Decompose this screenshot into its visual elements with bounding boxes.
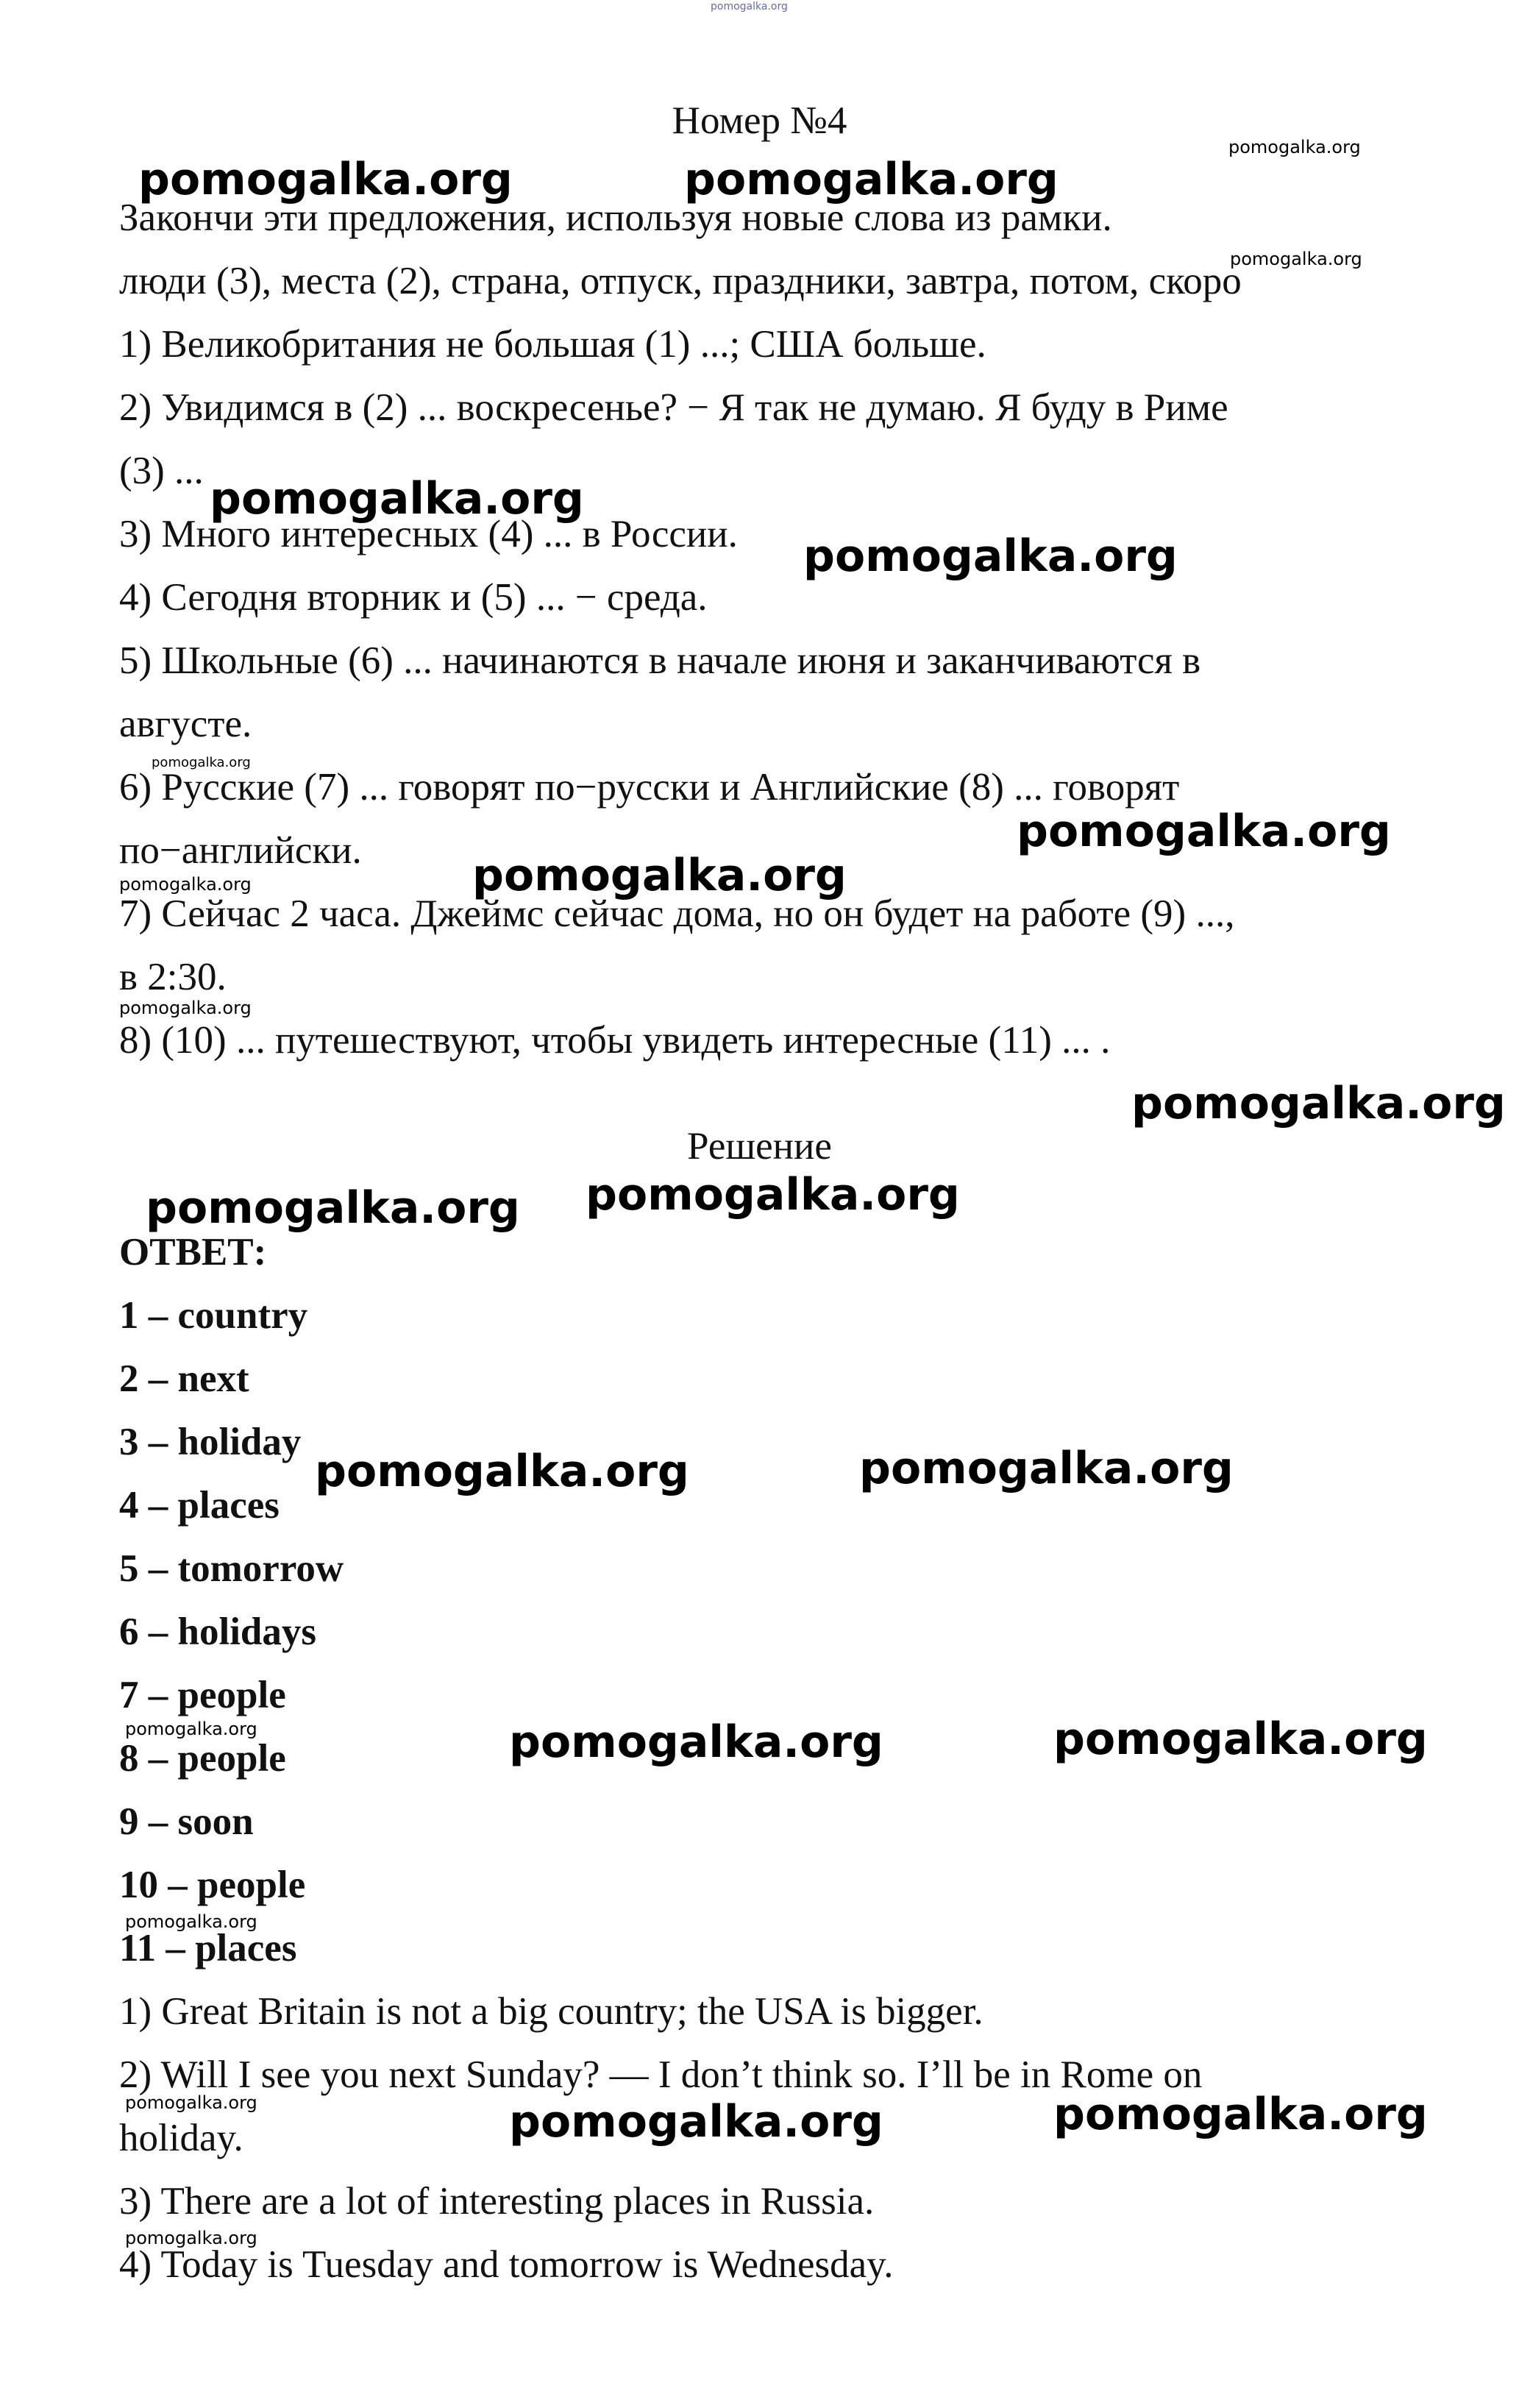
watermark: pomogalka.org bbox=[509, 1716, 883, 1768]
watermark: pomogalka.org bbox=[472, 850, 847, 901]
translation-line: holiday. bbox=[119, 2117, 243, 2159]
watermark: pomogalka.org bbox=[152, 755, 251, 770]
watermark: pomogalka.org bbox=[1131, 1078, 1506, 1129]
word-box: люди (3), места (2), страна, отпуск, праздники, завтра, потом, скоро bbox=[119, 260, 1242, 302]
task-line: в 2:30. bbox=[119, 956, 227, 998]
watermark: pomogalka.org bbox=[1053, 2089, 1428, 2140]
answer-item: 5 – tomorrow bbox=[119, 1547, 344, 1590]
answer-item: 11 – places bbox=[119, 1927, 297, 1970]
watermark: pomogalka.org bbox=[803, 530, 1178, 582]
task-line: (3) ... bbox=[119, 450, 204, 492]
answer-item: 9 – soon bbox=[119, 1800, 254, 1843]
solution-heading: Решение bbox=[687, 1125, 832, 1168]
watermark: pomogalka.org bbox=[859, 1443, 1234, 1494]
watermark: pomogalka.org bbox=[210, 473, 584, 525]
answer-item: 2 – next bbox=[119, 1357, 249, 1400]
watermark: pomogalka.org bbox=[1228, 137, 1361, 157]
task-line: по−английски. bbox=[119, 829, 362, 872]
page-title: Номер №4 bbox=[672, 99, 847, 142]
watermark: pomogalka.org bbox=[125, 1911, 257, 1932]
answer-item: 4 – places bbox=[119, 1484, 280, 1527]
watermark: pomogalka.org bbox=[1017, 806, 1391, 857]
answer-item: 8 – people bbox=[119, 1737, 286, 1780]
task-line: 4) Сегодня вторник и (5) ... − среда. bbox=[119, 576, 708, 619]
watermark: pomogalka.org bbox=[119, 874, 252, 895]
task-line: 2) Увидимся в (2) ... воскресенье? − Я так не думаю. Я буду в Риме bbox=[119, 386, 1228, 429]
watermark: pomogalka.org bbox=[1230, 249, 1362, 269]
answer-item: 10 – people bbox=[119, 1864, 306, 1906]
watermark: pomogalka.org bbox=[1053, 1713, 1428, 1765]
answer-item: 6 – holidays bbox=[119, 1610, 317, 1653]
translation-line: 3) There are a lot of interesting places in Russia. bbox=[119, 2180, 875, 2223]
answer-item: 1 – country bbox=[119, 1294, 308, 1337]
answer-item: 3 – holiday bbox=[119, 1421, 302, 1463]
watermark: pomogalka.org bbox=[315, 1446, 689, 1497]
task-line: 3) Много интересных (4) ... в России. bbox=[119, 513, 738, 555]
watermark: pomogalka.org bbox=[684, 154, 1059, 205]
watermark: pomogalka.org bbox=[125, 1719, 257, 1739]
watermark: pomogalka.org bbox=[125, 2092, 257, 2113]
task-line: 7) Сейчас 2 часа. Джеймс сейчас дома, но он будет на работе (9) ..., bbox=[119, 892, 1235, 935]
answer-item: 7 – people bbox=[119, 1674, 286, 1716]
watermark: pomogalka.org bbox=[119, 998, 252, 1018]
watermark: pomogalka.org bbox=[586, 1169, 960, 1221]
watermark: pomogalka.org bbox=[125, 2228, 257, 2248]
watermark: pomogalka.org bbox=[138, 154, 513, 205]
translation-line: 2) Will I see you next Sunday? — I don’t think so. I’ll be in Rome on bbox=[119, 2053, 1203, 2096]
task-line: 5) Школьные (6) ... начинаются в начале июня и заканчиваются в bbox=[119, 639, 1201, 682]
task-line: 6) Русские (7) ... говорят по−русски и Английские (8) ... говорят bbox=[119, 766, 1180, 809]
translation-line: 1) Great Britain is not a big country; the USA is bigger. bbox=[119, 1990, 983, 2033]
answer-label: ОТВЕТ: bbox=[119, 1231, 267, 1274]
watermark: pomogalka.org bbox=[509, 2096, 883, 2148]
task-line: августе. bbox=[119, 703, 252, 745]
task-line: 1) Великобритания не большая (1) ...; США больше. bbox=[119, 323, 986, 366]
task-instruction: Закончи эти предложения, используя новые слова из рамки. bbox=[119, 196, 1112, 239]
task-line: 8) (10) ... путешествуют, чтобы увидеть интересные (11) ... . bbox=[119, 1019, 1111, 1062]
watermark: pomogalka.org bbox=[146, 1182, 520, 1234]
translation-line: 4) Today is Tuesday and tomorrow is Wednesday. bbox=[119, 2243, 894, 2286]
watermark: pomogalka.org bbox=[711, 1, 788, 13]
